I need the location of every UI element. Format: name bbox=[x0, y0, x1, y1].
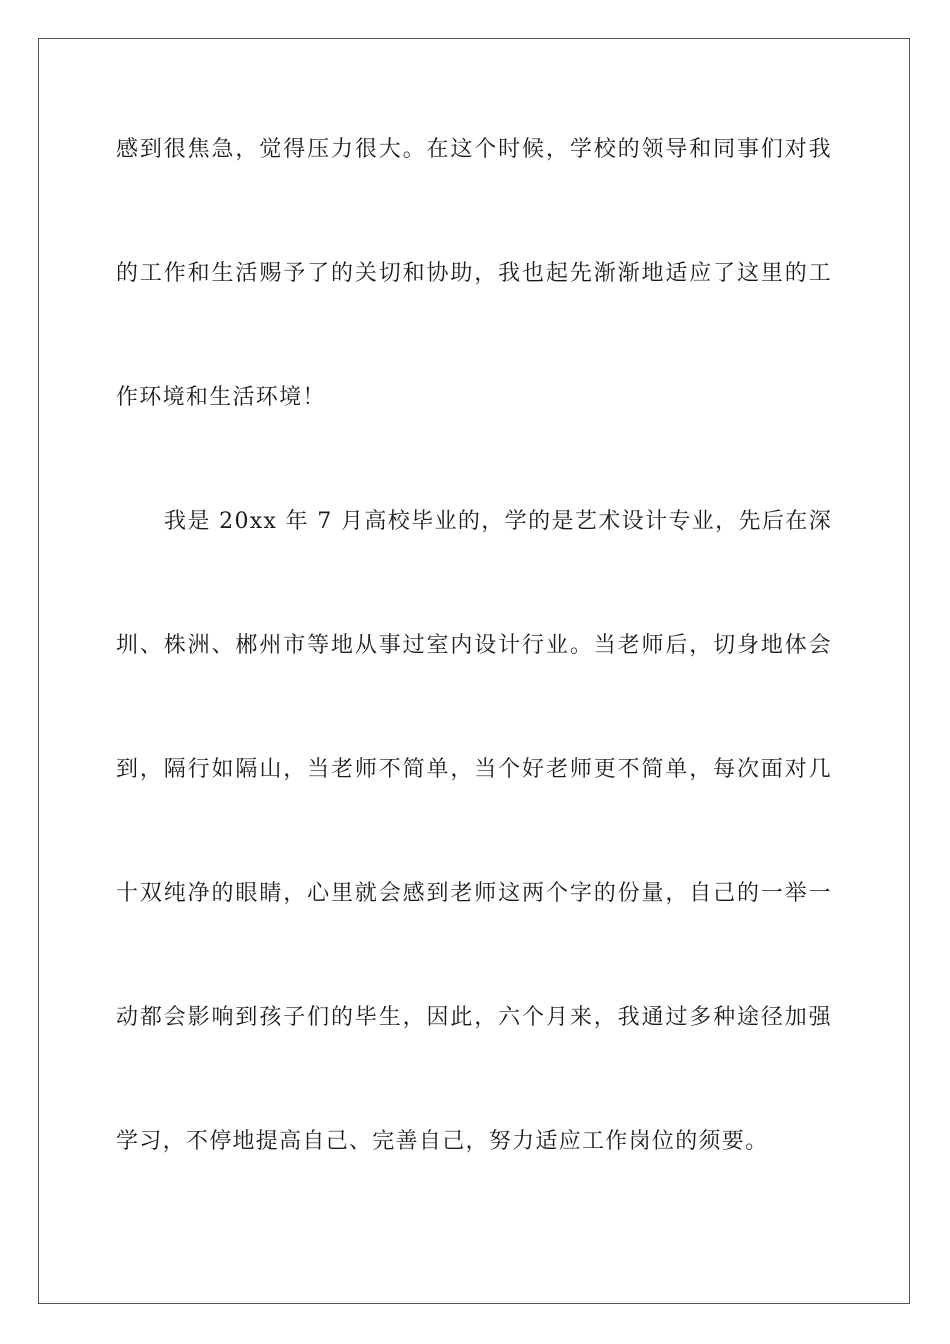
text-line: 圳、株洲、郴州市等地从事过室内设计行业。当老师后，切身地体会 bbox=[116, 633, 832, 658]
text-line: 感到很焦急，觉得压力很大。在这个时候，学校的领导和同事们对我 bbox=[116, 137, 832, 162]
page-border bbox=[38, 38, 910, 1304]
text-line: 作环境和生活环境！ bbox=[116, 385, 326, 410]
text-line: 动都会影响到孩子们的毕生，因此，六个月来，我通过多种途径加强 bbox=[116, 1005, 832, 1030]
text-line: 的工作和生活赐予了的关切和协助，我也起先渐渐地适应了这里的工 bbox=[116, 261, 832, 286]
text-line: 到，隔行如隔山，当老师不简单，当个好老师更不简单，每次面对几 bbox=[116, 757, 832, 782]
text-line: 十双纯净的眼睛，心里就会感到老师这两个字的份量，自己的一举一 bbox=[116, 881, 832, 906]
text-line: 我是 20xx 年 7 月高校毕业的，学的是艺术设计专业，先后在深 bbox=[164, 509, 832, 534]
text-line: 学习，不停地提高自己、完善自己，努力适应工作岗位的须要。 bbox=[116, 1129, 769, 1154]
